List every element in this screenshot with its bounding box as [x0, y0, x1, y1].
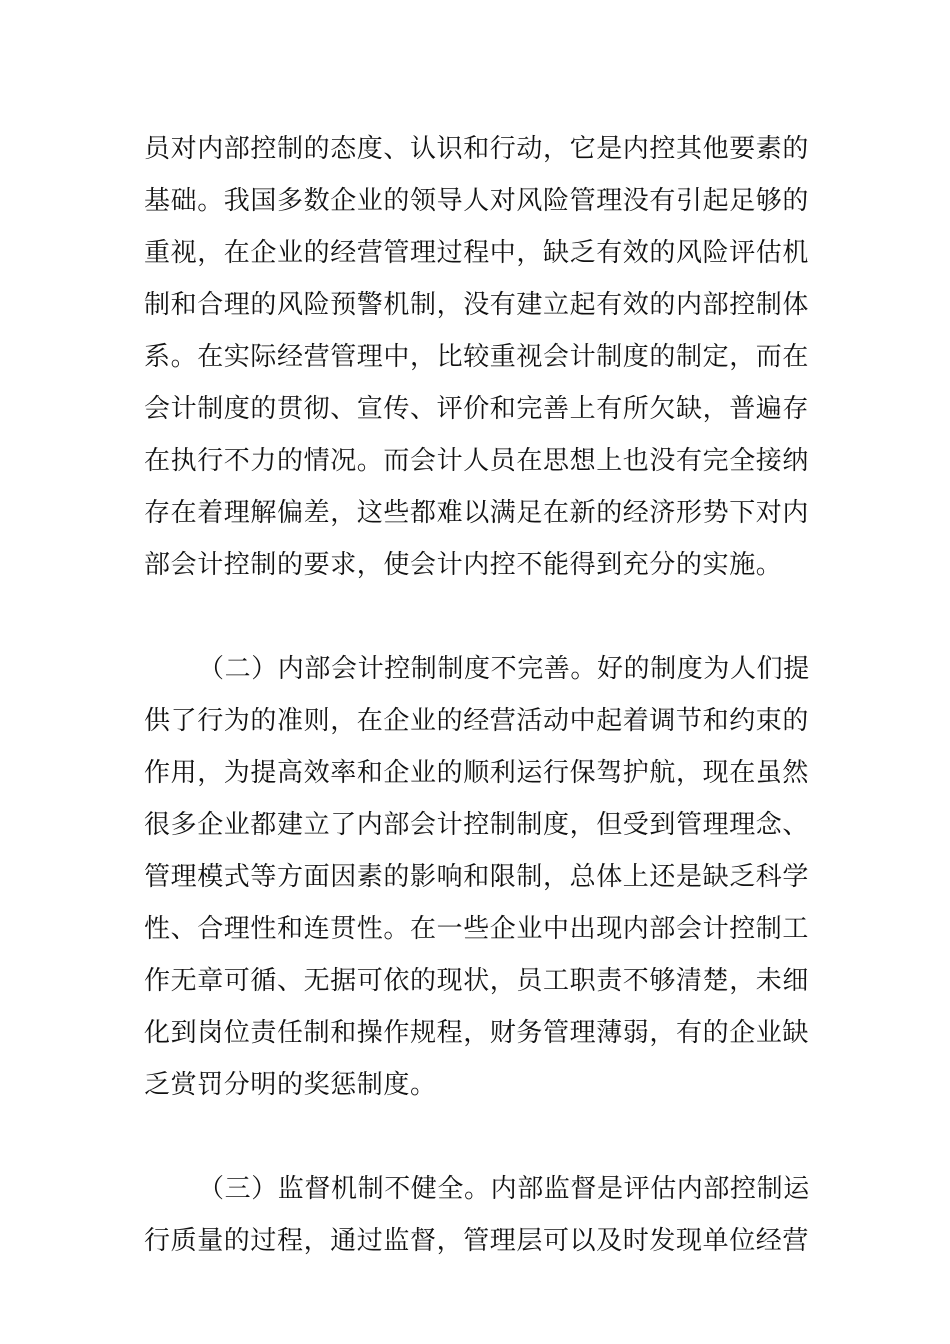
- text-line: 在执行不力的情况。而会计人员在思想上也没有完全接纳: [144, 446, 810, 476]
- text-line: 很多企业都建立了内部会计控制制度，但受到管理理念、: [144, 810, 810, 840]
- text-line: （三）监督机制不健全。内部监督是评估内部控制运: [198, 1174, 810, 1204]
- text-line: 系。在实际经营管理中，比较重视会计制度的制定，而在: [144, 342, 810, 372]
- text-line: 行质量的过程，通过监督，管理层可以及时发现单位经营: [144, 1226, 810, 1256]
- text-line: 性、合理性和连贯性。在一些企业中出现内部会计控制工: [144, 914, 810, 944]
- text-line: 重视，在企业的经营管理过程中，缺乏有效的风险评估机: [144, 238, 810, 268]
- text-line: 乏赏罚分明的奖惩制度。: [144, 1070, 437, 1100]
- text-line: 员对内部控制的态度、认识和行动，它是内控其他要素的: [144, 134, 810, 164]
- text-line: 制和合理的风险预警机制，没有建立起有效的内部控制体: [144, 290, 810, 320]
- text-line: 部会计控制的要求，使会计内控不能得到充分的实施。: [144, 550, 783, 580]
- text-line: 会计制度的贯彻、宣传、评价和完善上有所欠缺，普遍存: [144, 394, 810, 424]
- text-line: 供了行为的准则，在企业的经营活动中起着调节和约束的: [144, 706, 810, 736]
- text-line: 管理模式等方面因素的影响和限制，总体上还是缺乏科学: [144, 862, 810, 892]
- text-line: 作无章可循、无据可依的现状，员工职责不够清楚，未细: [144, 966, 810, 996]
- text-line: 存在着理解偏差，这些都难以满足在新的经济形势下对内: [144, 498, 810, 528]
- text-line: 作用，为提高效率和企业的顺利运行保驾护航，现在虽然: [144, 758, 810, 788]
- text-line: 基础。我国多数企业的领导人对风险管理没有引起足够的: [144, 186, 810, 216]
- text-line: （二）内部会计控制制度不完善。好的制度为人们提: [198, 654, 810, 684]
- text-line: 化到岗位责任制和操作规程，财务管理薄弱，有的企业缺: [144, 1018, 810, 1048]
